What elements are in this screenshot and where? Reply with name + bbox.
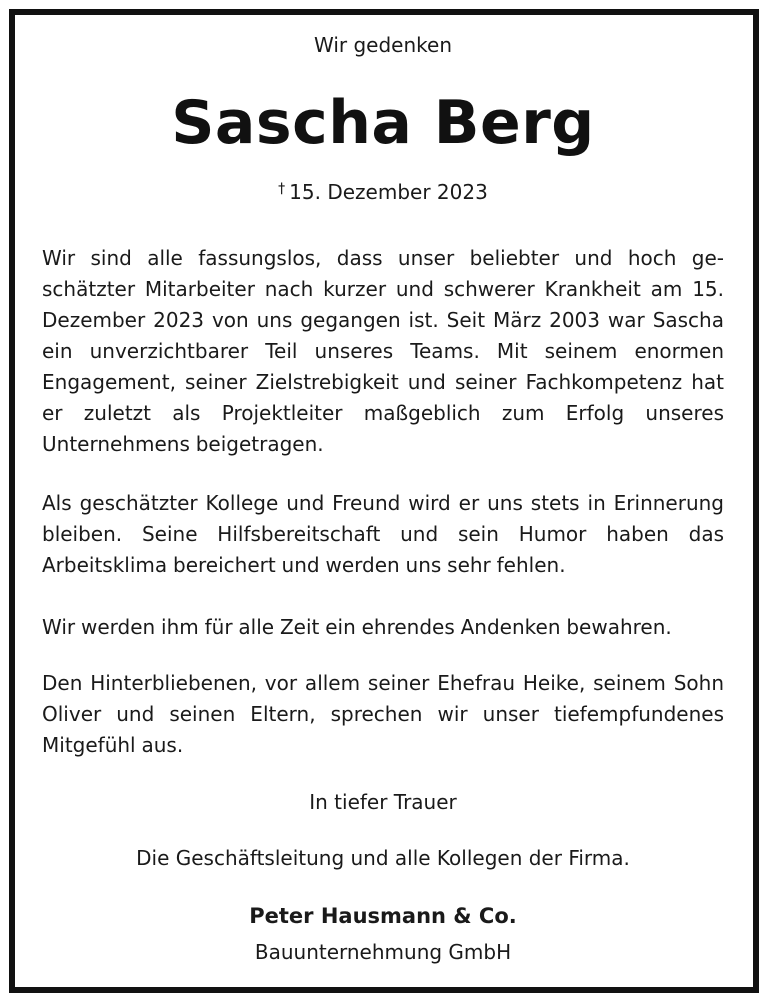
intro-line: Wir gedenken xyxy=(314,33,452,57)
signatory-line: Die Geschäftsleitung und alle Kollegen der Firma. xyxy=(136,846,630,870)
condolence-paragraph: Den Hinterbliebenen, vor allem seiner Ehefrau Heike, seinem Sohn Oliver und seinen Eltern, sprechen wir unser tiefempfundenes Mitgefühl aus. xyxy=(42,671,724,757)
tribute-paragraph: Wir sind alle fassungslos, dass unser beliebter und hoch geschätzter Mitarbeiter nach kurzer und schwerer Krankheit am 15. Dezember 2023 von uns gegangen ist. Seit März 2003 war Sascha ein unverzichtbarer Teil unseres Teams. Mit seinem enormen Engagement, seiner Zielstrebigkeit und seiner Fachkompetenz hat er zuletzt als Projektleiter maßgeblich zum Erfolg unseres Unternehmens beigetragen. xyxy=(42,246,724,456)
company-name: Peter Hausmann & Co. xyxy=(249,904,517,928)
cross-icon: † xyxy=(278,181,286,197)
death-date-line xyxy=(0,180,766,204)
remembrance-paragraph: Wir werden ihm für alle Zeit ein ehrendes Andenken bewahren. xyxy=(42,615,672,639)
company-legal-form: Bauunternehmung GmbH xyxy=(254,940,512,964)
memory-paragraph: Als geschätzter Kollege und Freund wird er uns stets in Erinnerung bleiben. Seine Hilfsbereitschaft und sein Humor haben das Arbeitsklima bereichert und werden uns sehr fehlen. xyxy=(42,491,724,577)
closing-line: In tiefer Trauer xyxy=(309,790,457,814)
death-date: 15. Dezember 2023 xyxy=(289,180,488,204)
deceased-name: Sascha Berg xyxy=(171,88,595,158)
